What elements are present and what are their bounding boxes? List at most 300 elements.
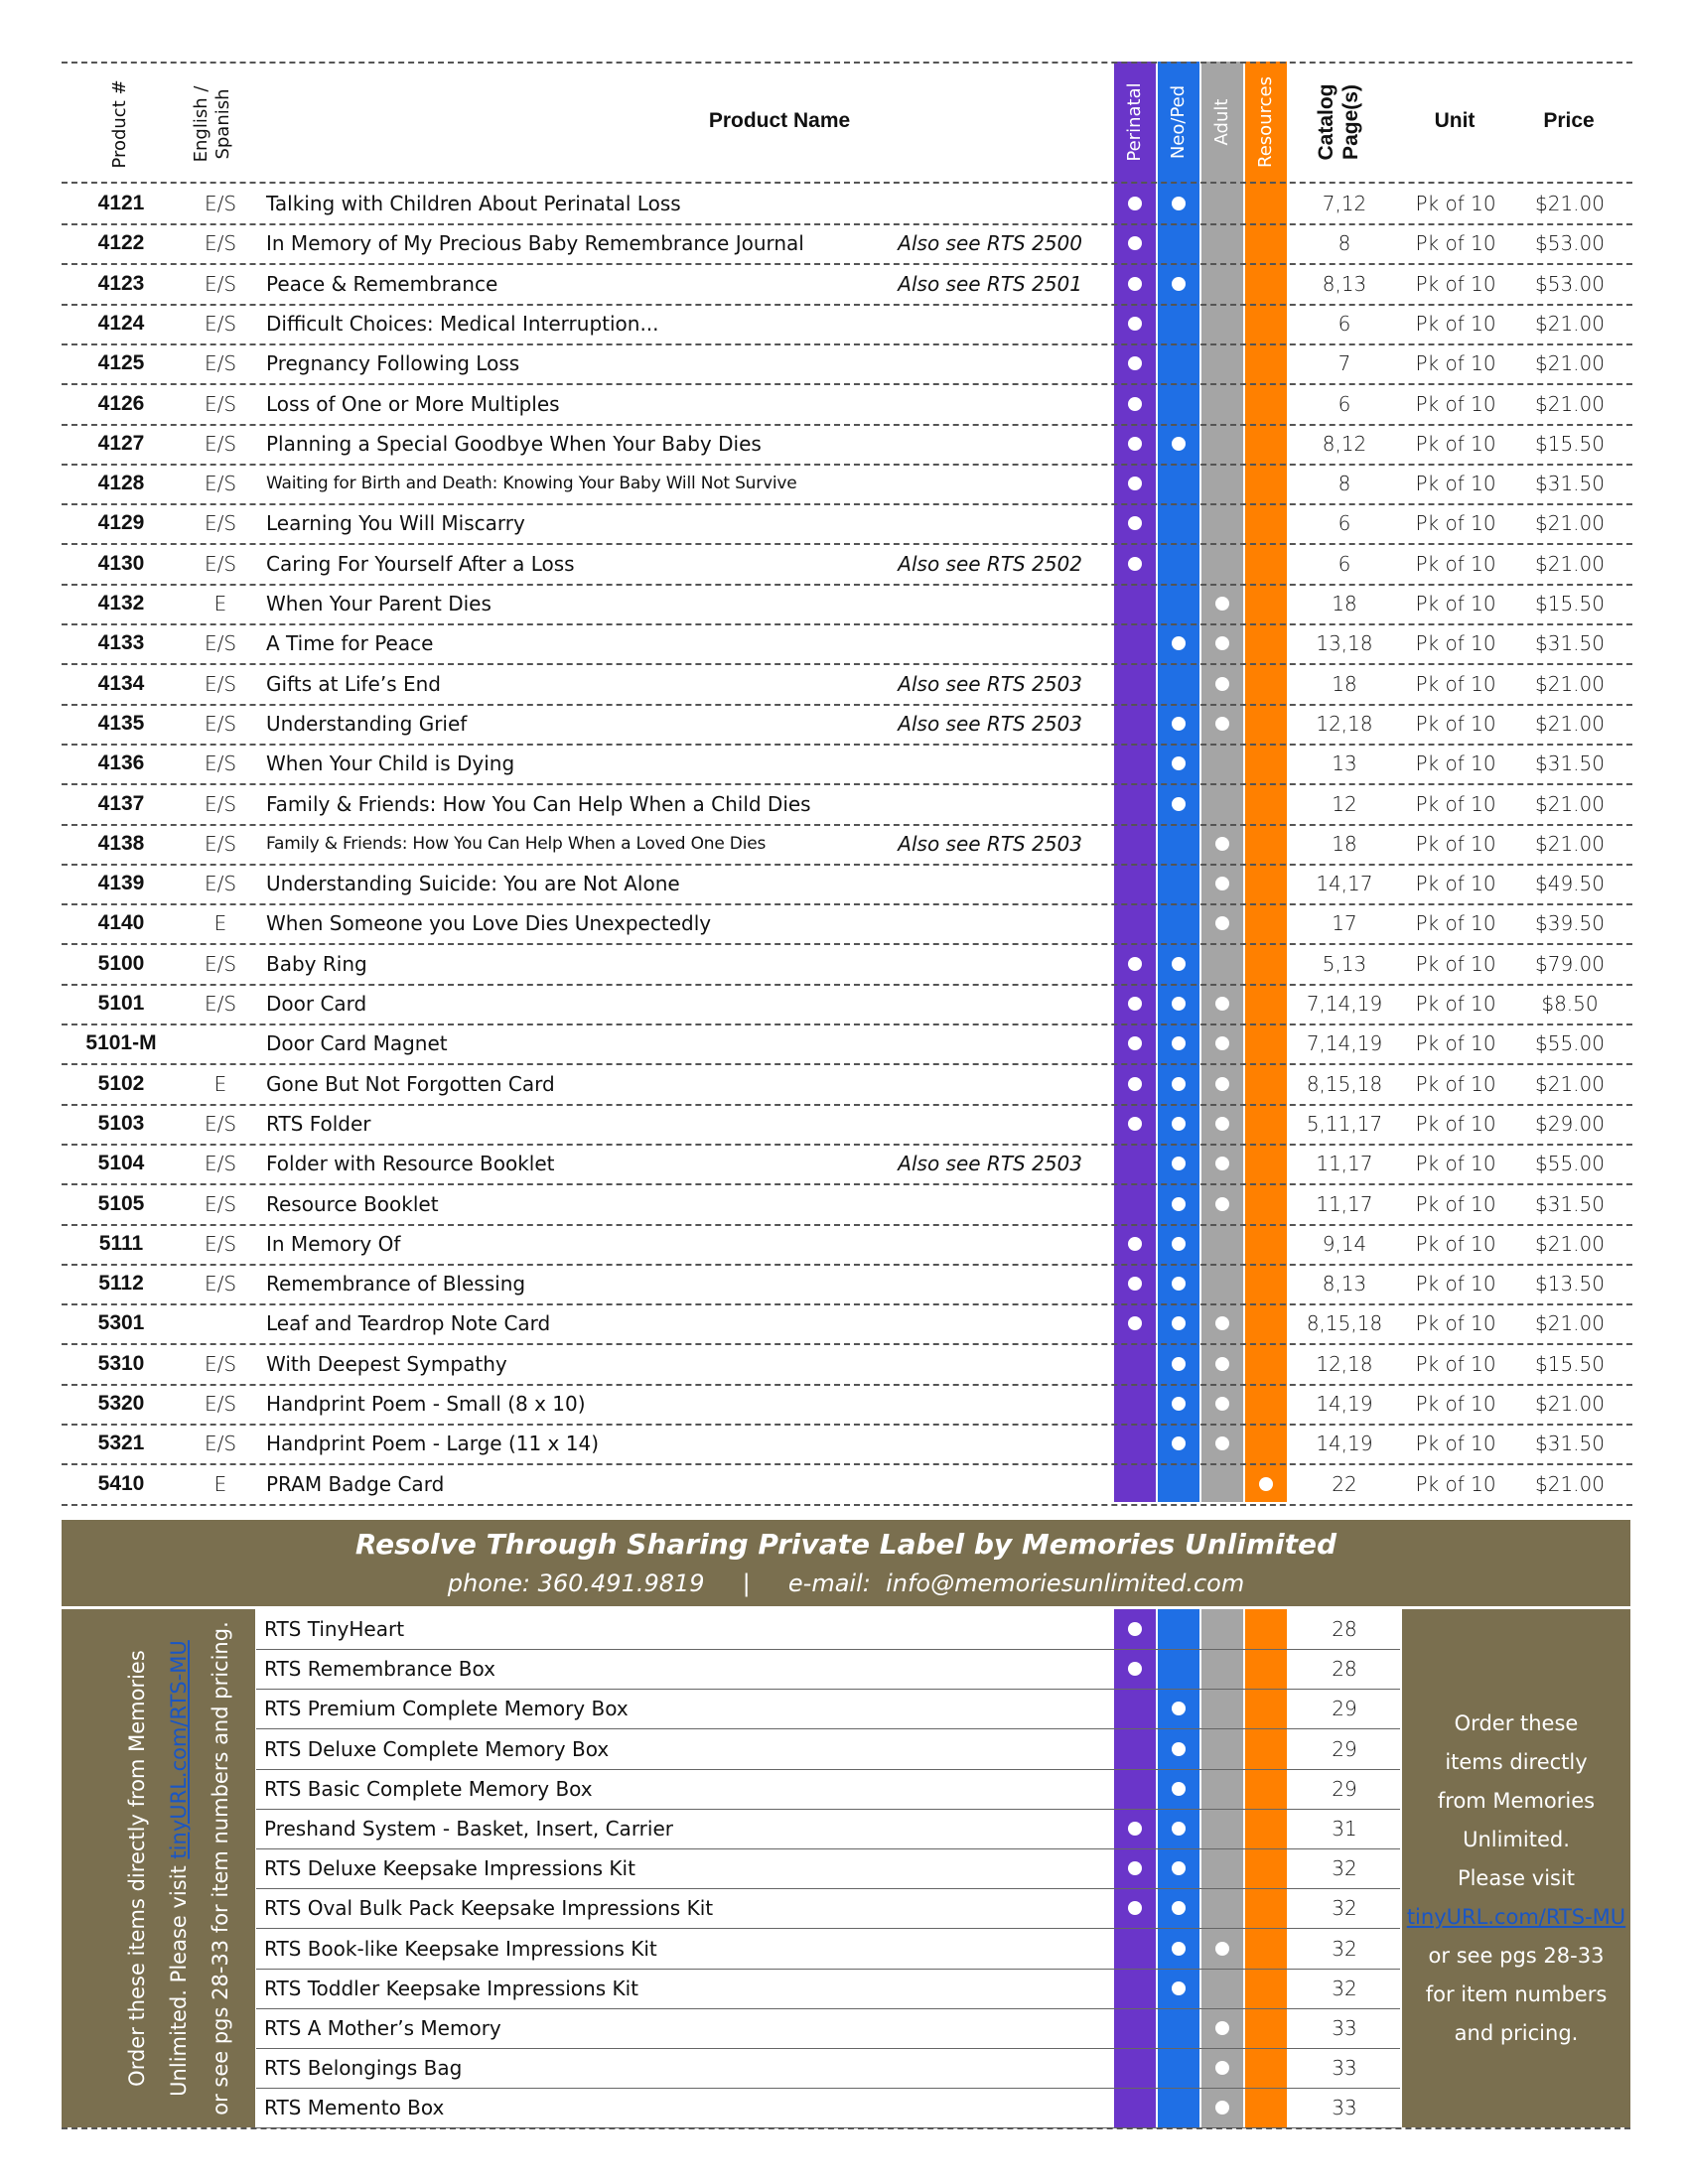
header-resources: Resources: [1255, 76, 1276, 168]
catalog-pages: 6: [1337, 391, 1351, 416]
product-number: 5104: [97, 1152, 145, 1175]
price: $31.50: [1535, 751, 1605, 776]
product-name: Talking with Children About Perinatal Loss: [266, 192, 681, 215]
category-dot: [1128, 236, 1142, 250]
language-code: E: [213, 1071, 227, 1096]
product-number: 5101-M: [85, 1031, 157, 1055]
price: $21.00: [1535, 711, 1605, 736]
catalog-pages: 11,17: [1316, 1152, 1373, 1176]
header-catalog-pages: [1314, 63, 1369, 182]
unit: Pk of 10: [1415, 1392, 1496, 1416]
unit: Pk of 10: [1415, 511, 1496, 536]
unit: Pk of 10: [1415, 1071, 1496, 1096]
price: $21.00: [1535, 551, 1605, 576]
product-name: Peace & Remembrance: [266, 271, 498, 296]
language-code: E/S: [204, 872, 237, 896]
mu-row: [0, 1649, 1688, 1689]
catalog-pages: 8,13: [1322, 271, 1367, 296]
mu-item-name: RTS Basic Complete Memory Box: [264, 1776, 593, 1801]
table-row: [0, 864, 1688, 903]
category-dot: [1128, 1277, 1142, 1291]
catalog-pages: 12: [1332, 791, 1357, 816]
category-dot: [1215, 1397, 1229, 1411]
product-number: 4135: [97, 711, 145, 735]
product-name: Handprint Poem - Large (11 x 14): [266, 1432, 599, 1456]
price: $21.00: [1535, 1471, 1605, 1496]
category-dot: [1128, 1822, 1142, 1836]
language-code: E/S: [204, 1231, 237, 1256]
category-dot: [1172, 197, 1186, 210]
product-number: 4126: [97, 391, 145, 415]
category-dot: [1172, 1822, 1186, 1836]
unit: Pk of 10: [1415, 1272, 1496, 1297]
unit: Pk of 10: [1415, 592, 1496, 615]
catalog-pages: 17: [1332, 911, 1357, 936]
mu-row: [0, 1888, 1688, 1928]
category-dot: [1172, 437, 1186, 451]
mu-item-name: RTS Toddler Keepsake Impressions Kit: [264, 1976, 638, 2000]
product-name: Family & Friends: How You Can Help When a Child Dies: [266, 791, 811, 816]
unit: Pk of 10: [1415, 1152, 1496, 1176]
category-dot: [1215, 837, 1229, 851]
language-code: E/S: [204, 1432, 237, 1456]
product-number: 5103: [97, 1111, 145, 1135]
product-number: 5101: [97, 992, 145, 1015]
mu-item-name: RTS Oval Bulk Pack Keepsake Impressions Kit: [264, 1896, 714, 1921]
category-dot: [1128, 997, 1142, 1011]
product-name: When Your Parent Dies: [266, 592, 492, 615]
language-code: E/S: [204, 472, 237, 496]
mu-right-l1: Order these: [1454, 1711, 1579, 1735]
category-dot: [1128, 1662, 1142, 1676]
product-name: Family & Friends: How You Can Help When a Loved One Dies: [266, 833, 767, 854]
mu-right-l5: Please visit: [1457, 1866, 1576, 1890]
memories-unlimited-banner: [62, 1520, 1630, 1606]
product-name: Planning a Special Goodbye When Your Baby Dies: [266, 431, 762, 456]
language-code: E/S: [204, 511, 237, 536]
category-dot: [1172, 1237, 1186, 1251]
price: $39.50: [1535, 911, 1605, 936]
language-code: E/S: [204, 751, 237, 776]
mu-row: [0, 1609, 1688, 1649]
category-dot: [1172, 1197, 1186, 1211]
table-row: [0, 464, 1688, 503]
banner-contact: phone: 360.491.9819 | e-mail: info@memoriesunlimited.com: [447, 1570, 1245, 1597]
catalog-pages: 8,13: [1322, 1272, 1367, 1297]
unit: Pk of 10: [1415, 351, 1496, 376]
product-number: 4124: [97, 311, 145, 335]
product-number: 4123: [97, 271, 145, 295]
category-dot: [1172, 717, 1186, 731]
price: $55.00: [1535, 1152, 1605, 1176]
product-name: PRAM Badge Card: [266, 1471, 445, 1496]
mu-row: [0, 2008, 1688, 2048]
mu-catalog-page: 33: [1332, 2096, 1357, 2120]
product-number: 5301: [97, 1311, 145, 1335]
catalog-pages: 8,15,18: [1306, 1071, 1383, 1096]
product-name: RTS Folder: [266, 1111, 371, 1136]
language-code: E/S: [204, 311, 237, 336]
category-dot: [1128, 1117, 1142, 1131]
category-dot: [1128, 1036, 1142, 1050]
unit: Pk of 10: [1415, 391, 1496, 416]
mu-catalog-page: 29: [1332, 1776, 1357, 1801]
mu-catalog-page: 32: [1332, 1976, 1357, 2000]
unit: Pk of 10: [1415, 1311, 1496, 1336]
catalog-pages: 18: [1332, 592, 1357, 615]
language-code: E/S: [204, 391, 237, 416]
product-number: 4133: [97, 631, 145, 655]
mu-right-l6: or see pgs 28-33: [1428, 1944, 1605, 1968]
language-code: [181, 1024, 260, 1063]
price: $79.00: [1535, 951, 1605, 976]
product-name: Remembrance of Blessing: [266, 1272, 526, 1297]
product-number: 4137: [97, 791, 145, 815]
price: $49.50: [1535, 872, 1605, 896]
product-number: 4129: [97, 511, 145, 535]
mu-catalog-page: 32: [1332, 1856, 1357, 1881]
price: $21.00: [1535, 511, 1605, 536]
product-name: Caring For Yourself After a Loss: [266, 551, 575, 576]
product-number: 5410: [97, 1471, 145, 1495]
product-name: Understanding Suicide: You are Not Alone: [266, 872, 680, 896]
unit: Pk of 10: [1415, 791, 1496, 816]
product-name: Door Card Magnet: [266, 1031, 448, 1056]
mu-row: [0, 1729, 1688, 1769]
price: $21.00: [1535, 671, 1605, 696]
category-dot: [1172, 277, 1186, 291]
category-dot: [1172, 636, 1186, 650]
price: $21.00: [1535, 351, 1605, 376]
category-dot: [1172, 1036, 1186, 1050]
catalog-pages: 12,18: [1316, 711, 1373, 736]
mu-catalog-page: 31: [1332, 1817, 1357, 1841]
price: $8.50: [1541, 992, 1599, 1016]
also-see-note: Also see RTS 2503: [898, 1152, 1082, 1176]
unit: Pk of 10: [1415, 911, 1496, 936]
category-dot: [1128, 1622, 1142, 1636]
also-see-note: Also see RTS 2502: [898, 551, 1082, 576]
category-dot: [1128, 957, 1142, 971]
category-dot: [1215, 877, 1229, 890]
table-row: [0, 584, 1688, 623]
header-english-spanish: [191, 60, 240, 189]
language-code: E/S: [204, 351, 237, 376]
mu-catalog-page: 33: [1332, 2056, 1357, 2081]
category-dot: [1172, 1436, 1186, 1450]
mu-left-link[interactable]: tinyURL.com/RTS-MU: [167, 1640, 191, 1859]
mu-item-name: RTS Belongings Bag: [264, 2056, 463, 2081]
table-row: [0, 1024, 1688, 1063]
catalog-pages: 5,13: [1322, 951, 1367, 976]
mu-catalog-page: 28: [1332, 1657, 1357, 1682]
unit: Pk of 10: [1415, 1471, 1496, 1496]
language-code: E/S: [204, 1272, 237, 1297]
header-catalog-pages-text: Catalog Page(s): [1315, 83, 1362, 161]
unit: Pk of 10: [1415, 551, 1496, 576]
product-number: 5100: [97, 951, 145, 975]
price: $29.00: [1535, 1111, 1605, 1136]
catalog-pages: 6: [1337, 311, 1351, 336]
table-row: [0, 1303, 1688, 1343]
category-dot: [1259, 1477, 1273, 1491]
category-dot: [1215, 1117, 1229, 1131]
mu-item-name: RTS Deluxe Keepsake Impressions Kit: [264, 1856, 635, 1881]
category-dot: [1128, 477, 1142, 490]
product-name: Gifts at Life’s End: [266, 671, 442, 696]
header-english-spanish-text: English / Spanish: [191, 85, 233, 163]
catalog-pages: 8: [1337, 231, 1351, 256]
language-code: E/S: [204, 1191, 237, 1216]
mu-item-name: RTS Premium Complete Memory Box: [264, 1697, 629, 1721]
category-dot: [1172, 1077, 1186, 1091]
table-row: [0, 1424, 1688, 1463]
table-row: [0, 664, 1688, 704]
category-dot: [1172, 756, 1186, 770]
product-name: Pregnancy Following Loss: [266, 351, 520, 376]
product-name: Door Card: [266, 992, 367, 1016]
product-number: 4139: [97, 872, 145, 895]
mu-item-name: RTS A Mother’s Memory: [264, 2016, 501, 2040]
unit: Pk of 10: [1415, 631, 1496, 656]
catalog-pages: 5,11,17: [1306, 1111, 1383, 1136]
product-name: Handprint Poem - Small (8 x 10): [266, 1392, 586, 1416]
unit: Pk of 10: [1415, 1432, 1496, 1456]
table-row: [0, 1104, 1688, 1144]
product-number: 4125: [97, 351, 145, 375]
unit: Pk of 10: [1415, 831, 1496, 856]
mu-catalog-page: 32: [1332, 1936, 1357, 1961]
category-dot: [1215, 1357, 1229, 1371]
catalog-pages: 8: [1337, 472, 1351, 496]
language-code: E/S: [204, 271, 237, 296]
language-code: E/S: [204, 631, 237, 656]
mu-left-line3: or see pgs 28-33 for item numbers and pricing.: [209, 1621, 232, 2116]
product-name: Folder with Resource Booklet: [266, 1152, 555, 1176]
product-number: 4128: [97, 472, 145, 495]
mu-catalog-page: 28: [1332, 1617, 1357, 1641]
catalog-pages: 14,19: [1316, 1432, 1373, 1456]
category-dot: [1128, 1077, 1142, 1091]
category-dot: [1172, 1942, 1186, 1956]
product-name: Understanding Grief: [266, 711, 468, 736]
price: $55.00: [1535, 1031, 1605, 1056]
category-dot: [1215, 717, 1229, 731]
language-code: E/S: [204, 671, 237, 696]
unit: Pk of 10: [1415, 311, 1496, 336]
mu-item-name: RTS Book-like Keepsake Impressions Kit: [264, 1936, 657, 1961]
language-code: E: [213, 1471, 227, 1496]
mu-left-line2-text: Unlimited. Please visit: [167, 1858, 191, 2097]
unit: Pk of 10: [1415, 872, 1496, 896]
mu-left-line1: Order these items directly from Memories: [125, 1650, 149, 2087]
table-row: [0, 944, 1688, 984]
catalog-pages: 7,14,19: [1306, 1031, 1383, 1056]
product-number: 4132: [97, 592, 145, 614]
table-row: [0, 1464, 1688, 1504]
price: $31.50: [1535, 472, 1605, 496]
product-number: 4140: [97, 911, 145, 935]
mu-right-link[interactable]: tinyURL.com/RTS-MU: [1406, 1905, 1626, 1929]
catalog-pages: 22: [1332, 1471, 1357, 1496]
catalog-pages: 9,14: [1322, 1231, 1367, 1256]
product-name: Gone But Not Forgotten Card: [266, 1071, 555, 1096]
category-dot: [1128, 1237, 1142, 1251]
catalog-pages: 6: [1337, 511, 1351, 536]
language-code: E/S: [204, 231, 237, 256]
category-dot: [1172, 1981, 1186, 1995]
price: $31.50: [1535, 1432, 1605, 1456]
unit: Pk of 10: [1415, 1031, 1496, 1056]
unit: Pk of 10: [1415, 751, 1496, 776]
unit: Pk of 10: [1415, 1191, 1496, 1216]
unit: Pk of 10: [1415, 1351, 1496, 1376]
mu-right-l7: for item numbers: [1425, 1982, 1608, 2006]
product-name: Loss of One or More Multiples: [266, 391, 560, 416]
table-row: [0, 264, 1688, 304]
category-dot: [1172, 1782, 1186, 1796]
mu-row: [0, 1769, 1688, 1809]
product-number: 4134: [97, 671, 145, 695]
price: $15.50: [1535, 592, 1605, 615]
price: $15.50: [1535, 1351, 1605, 1376]
catalog-pages: 11,17: [1316, 1191, 1373, 1216]
table-top-border: [62, 62, 1632, 64]
category-dot: [1172, 1901, 1186, 1915]
also-see-note: Also see RTS 2503: [898, 671, 1082, 696]
table-row: [0, 984, 1688, 1024]
mu-right-l8: and pricing.: [1454, 2021, 1579, 2045]
table-row: [0, 424, 1688, 464]
table-row: [0, 744, 1688, 783]
price: $21.00: [1535, 1231, 1605, 1256]
product-name: In Memory of My Precious Baby Remembrance Journal: [266, 231, 804, 256]
table-row: [0, 304, 1688, 343]
category-dot: [1172, 797, 1186, 811]
header-product-number: Product #: [109, 79, 130, 169]
category-dot: [1172, 1861, 1186, 1875]
product-name: Difficult Choices: Medical Interruption...: [266, 311, 659, 336]
category-dot: [1172, 1117, 1186, 1131]
category-dot: [1128, 1901, 1142, 1915]
category-dot: [1128, 397, 1142, 411]
product-number: 5105: [97, 1191, 145, 1215]
mu-item-name: Preshand System - Basket, Insert, Carrier: [264, 1817, 673, 1841]
table-row: [0, 824, 1688, 864]
unit: Pk of 10: [1415, 472, 1496, 496]
mu-catalog-page: 33: [1332, 2016, 1357, 2040]
also-see-note: Also see RTS 2503: [898, 711, 1082, 736]
category-dot: [1128, 557, 1142, 571]
header-product-name: Product Name: [708, 109, 851, 132]
category-dot: [1172, 1277, 1186, 1291]
category-dot: [1215, 1436, 1229, 1450]
table-row: [0, 343, 1688, 383]
mu-catalog-page: 32: [1332, 1896, 1357, 1921]
category-dot: [1215, 636, 1229, 650]
also-see-note: Also see RTS 2501: [898, 271, 1082, 296]
catalog-pages: 13,18: [1316, 631, 1373, 656]
mu-row: [0, 1809, 1688, 1848]
table-row: [0, 1344, 1688, 1384]
language-code: E/S: [204, 1152, 237, 1176]
language-code: E/S: [204, 831, 237, 856]
product-number: 4122: [97, 231, 145, 255]
table-row: [0, 1184, 1688, 1224]
mu-right-l3: from Memories: [1437, 1789, 1596, 1813]
unit: Pk of 10: [1415, 951, 1496, 976]
mu-row: [0, 1848, 1688, 1888]
category-dot: [1215, 677, 1229, 691]
header-adult: Adult: [1211, 98, 1232, 146]
mu-row: [0, 1929, 1688, 1969]
category-dot: [1215, 916, 1229, 930]
mu-row: [0, 2048, 1688, 2088]
table-row: [0, 223, 1688, 263]
product-number: 5310: [97, 1351, 145, 1375]
row-divider: [62, 1504, 1632, 1506]
mu-right-l2: items directly: [1445, 1750, 1588, 1774]
unit: Pk of 10: [1415, 992, 1496, 1016]
category-dot: [1128, 317, 1142, 331]
category-dot: [1215, 1157, 1229, 1170]
category-dot: [1172, 997, 1186, 1011]
unit: Pk of 10: [1415, 192, 1496, 215]
price: $53.00: [1535, 271, 1605, 296]
category-dot: [1172, 957, 1186, 971]
product-name: Baby Ring: [266, 951, 367, 976]
also-see-note: Also see RTS 2500: [898, 231, 1082, 256]
price: $15.50: [1535, 431, 1605, 456]
category-dot: [1215, 997, 1229, 1011]
catalog-pages: 8,15,18: [1306, 1311, 1383, 1336]
category-dot: [1172, 1157, 1186, 1170]
product-name: Resource Booklet: [266, 1191, 439, 1216]
catalog-pages: 14,17: [1316, 872, 1373, 896]
product-name: Learning You Will Miscarry: [266, 511, 525, 536]
category-dot: [1128, 356, 1142, 370]
mu-bottom-border: [62, 2127, 1630, 2129]
unit: Pk of 10: [1415, 711, 1496, 736]
mu-row: [0, 2088, 1688, 2127]
language-code: E: [213, 592, 227, 615]
mu-item-name: RTS Deluxe Complete Memory Box: [264, 1736, 610, 1761]
category-dot: [1215, 2101, 1229, 2115]
table-row: [0, 1144, 1688, 1183]
header-unit: Unit: [1434, 109, 1476, 132]
category-dot: [1215, 2021, 1229, 2035]
catalog-pages: 8,12: [1322, 431, 1367, 456]
mu-item-name: RTS Remembrance Box: [264, 1657, 495, 1682]
category-dot: [1215, 1316, 1229, 1330]
product-number: 5320: [97, 1392, 145, 1415]
category-dot: [1215, 597, 1229, 611]
language-code: E/S: [204, 551, 237, 576]
product-name: Leaf and Teardrop Note Card: [266, 1311, 551, 1336]
header-price: Price: [1543, 109, 1595, 132]
product-name: When Someone you Love Dies Unexpectedly: [266, 911, 712, 936]
price: $31.50: [1535, 631, 1605, 656]
catalog-pages: 18: [1332, 831, 1357, 856]
unit: Pk of 10: [1415, 1111, 1496, 1136]
category-dot: [1215, 1036, 1229, 1050]
catalog-pages: 6: [1337, 551, 1351, 576]
catalog-pages: 14,19: [1316, 1392, 1373, 1416]
table-row: [0, 903, 1688, 943]
mu-catalog-page: 29: [1332, 1736, 1357, 1761]
header-neo-ped: Neo/Ped: [1168, 84, 1189, 160]
category-dot: [1172, 1702, 1186, 1715]
